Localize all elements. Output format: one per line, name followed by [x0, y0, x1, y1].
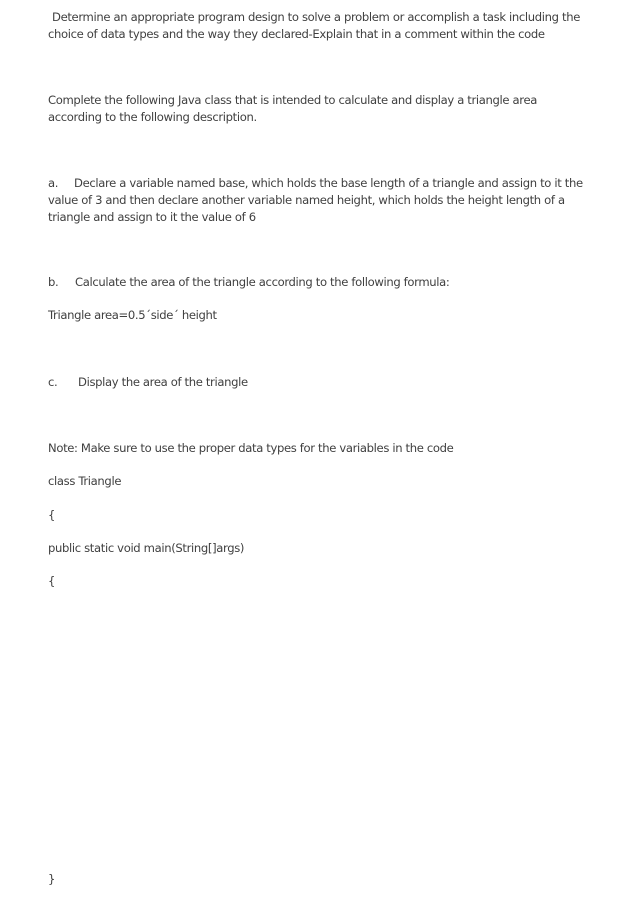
- item-c-label: c.: [48, 375, 58, 389]
- code-main-declaration: public static void main(String[]args): [48, 541, 245, 555]
- item-c-line: [48, 374, 248, 391]
- item-c-text: Display the area of the triangle: [78, 375, 248, 389]
- item-a-line-1: [48, 175, 583, 192]
- item-b-text: Calculate the area of the triangle according to the following formula:: [75, 275, 450, 289]
- item-b-label: b.: [48, 275, 59, 289]
- code-class-declaration: class Triangle: [48, 474, 122, 488]
- intro-line-1: Determine an appropriate program design to solve a problem or accomplish a task including the: [52, 10, 580, 24]
- code-open-brace-1: {: [48, 508, 56, 522]
- item-b-formula: Triangle area=0.5´side´ height: [48, 308, 217, 322]
- task-line-1: Complete the following Java class that is intended to calculate and display a triangle area: [48, 93, 537, 107]
- item-a-line-3: triangle and assign to it the value of 6: [48, 210, 256, 224]
- code-close-brace: }: [48, 872, 56, 886]
- code-open-brace-2: {: [48, 574, 56, 588]
- item-a-line-2: value of 3 and then declare another variable named height, which holds the height length of a: [48, 193, 565, 207]
- task-line-2: according to the following description.: [48, 110, 257, 124]
- item-a-text-1: Declare a variable named base, which holds the base length of a triangle and assign to it the: [74, 176, 583, 190]
- note-text: Note: Make sure to use the proper data types for the variables in the code: [48, 441, 454, 455]
- item-b-line: [48, 274, 449, 291]
- intro-line-2: choice of data types and the way they declared-Explain that in a comment within the code: [48, 27, 545, 41]
- item-a-label: a.: [48, 176, 59, 190]
